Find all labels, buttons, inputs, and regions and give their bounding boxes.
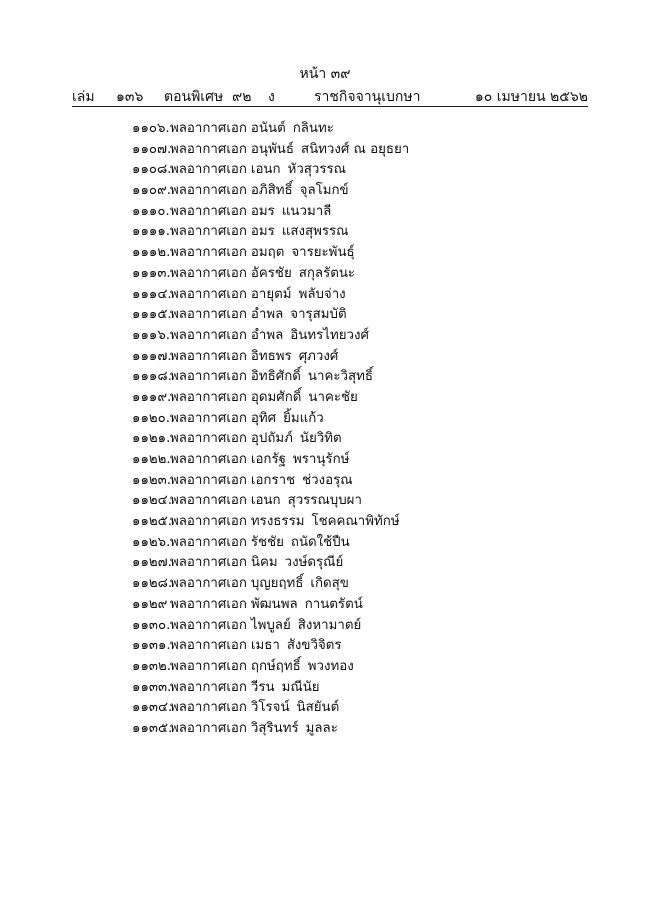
entry-first-name: อุทิศ	[250, 410, 277, 426]
entry-rank: พลอากาศเอก	[170, 596, 247, 612]
entry-number: ๑๑๑๗.	[132, 348, 172, 364]
entry-rank: พลอากาศเอก	[170, 576, 247, 592]
entry-number: ๑๑๒๗.	[132, 555, 172, 571]
list-item	[132, 450, 592, 471]
entry-rank: พลอากาศเอก	[170, 307, 247, 323]
entry-number: ๑๑๑๖.	[132, 327, 170, 343]
list-item	[132, 595, 592, 616]
entry-first-name: วิโรจน์	[250, 700, 290, 716]
list-item	[132, 305, 592, 326]
entry-last-name: สุวรรณบุบผา	[287, 493, 362, 509]
entry-number: ๑๑๓๑.	[132, 638, 171, 654]
entry-rank: พลอากาศเอก	[170, 679, 247, 695]
entry-last-name: พวงทอง	[307, 658, 354, 674]
entry-rank: พลอากาศเอก	[170, 183, 247, 199]
entry-first-name: เอนก	[250, 493, 281, 509]
entry-last-name: ถนัดใช้ปืน	[290, 534, 350, 550]
entry-rank: พลอากาศเอก	[170, 431, 247, 447]
entry-rank: พลอากาศเอก	[170, 410, 247, 426]
entry-last-name: วงษ์ดรุณีย์	[284, 555, 344, 571]
entry-last-name: พรานุรักษ์	[292, 452, 350, 467]
list-item	[132, 140, 592, 161]
list-item	[132, 243, 592, 264]
entry-rank: พลอากาศเอก	[170, 327, 247, 343]
list-item	[132, 512, 592, 533]
entry-number: ๑๑๑๐.	[132, 203, 170, 219]
entry-rank: พลอากาศเอก	[170, 348, 247, 364]
page-number: หน้า ๓๙	[299, 66, 351, 82]
entry-last-name: มณีนัย	[281, 679, 320, 695]
entry-rank: พลอากาศเอก	[170, 224, 247, 240]
entry-rank: พลอากาศเอก	[170, 617, 247, 633]
entry-last-name: นาคะชัย	[308, 389, 358, 405]
volume-number: ๑๓๖	[116, 89, 144, 105]
entry-last-name: สนิทวงศ์ ณ อยุธยา	[300, 141, 410, 157]
list-item	[132, 533, 592, 554]
entry-first-name: ฤกษ์ฤทธิ์	[250, 658, 301, 674]
entry-last-name: จารยะพันธุ์	[291, 245, 355, 261]
list-item	[132, 698, 592, 719]
entry-rank: พลอากาศเอก	[170, 452, 247, 467]
entry-rank: พลอากาศเอก	[170, 720, 247, 736]
list-item	[132, 636, 592, 657]
entry-number: ๑๑๐๘.	[132, 162, 172, 178]
header-divider	[72, 106, 588, 107]
entry-last-name: จารุสมบัติ	[290, 307, 347, 323]
entry-first-name: เอนก	[250, 162, 281, 178]
entry-number: ๑๑๑๕.	[132, 307, 172, 323]
list-item	[132, 719, 592, 740]
entry-rank: พลอากาศเอก	[170, 534, 247, 550]
volume-label: เล่ม	[72, 89, 95, 105]
entry-first-name: บุญยฤทธิ์	[250, 576, 304, 592]
entry-number: ๑๑๒๘.	[132, 576, 173, 592]
list-item	[132, 347, 592, 368]
entry-first-name: เอกราช	[250, 472, 296, 488]
entry-first-name: อมร	[250, 224, 275, 240]
entry-first-name: นิคม	[250, 555, 278, 571]
entry-number: ๑๑๐๗.	[132, 141, 172, 157]
entry-rank: พลอากาศเอก	[170, 141, 247, 157]
entry-number: ๑๑๒๙	[132, 596, 168, 612]
issue-date: ๑๐ เมษายน ๒๕๖๒	[474, 89, 588, 105]
list-item	[132, 471, 592, 492]
list-item	[132, 119, 592, 140]
entry-last-name: เกิดสุข	[310, 576, 349, 592]
list-item	[132, 285, 592, 306]
entry-number: ๑๑๒๐.	[132, 410, 170, 426]
entry-last-name: ช่วงอรุณ	[302, 472, 353, 488]
entry-last-name: โชคคณาพิทักษ์	[311, 514, 400, 530]
entry-number: ๑๑๐๙.	[132, 183, 171, 199]
entry-last-name: จุลโมกข์	[299, 183, 349, 199]
entry-first-name: พัฒนพล	[250, 596, 298, 612]
list-item	[132, 616, 592, 637]
entry-rank: พลอากาศเอก	[170, 121, 247, 136]
entry-first-name: เอกรัฐ	[250, 452, 286, 467]
entry-number: ๑๑๒๖.	[132, 534, 171, 550]
entry-number: ๑๑๑๑.	[132, 224, 170, 240]
entry-rank: พลอากาศเอก	[170, 245, 247, 261]
gazette-title: ราชกิจจานุเบกษา	[314, 89, 421, 105]
entry-first-name: อิทธพร	[250, 348, 292, 364]
entry-first-name: อัครชัย	[250, 265, 292, 281]
entry-rank: พลอากาศเอก	[170, 286, 247, 302]
entry-first-name: อภิสิทธิ์	[250, 183, 293, 199]
list-item	[132, 553, 592, 574]
entry-first-name: อนันต์	[250, 121, 286, 136]
entry-last-name: สังขวิจิตร	[286, 638, 342, 654]
entry-first-name: อำพล	[250, 327, 284, 343]
list-item	[132, 367, 592, 388]
entry-last-name: แนวมาลี	[281, 203, 332, 219]
entry-last-name: อินทรไทยวงศ์	[290, 327, 369, 343]
list-item	[132, 202, 592, 223]
entry-rank: พลอากาศเอก	[170, 638, 247, 654]
list-item	[132, 388, 592, 409]
entry-first-name: อุดมศักดิ์	[250, 389, 302, 405]
entry-number: ๑๑๒๓.	[132, 472, 171, 488]
entry-number: ๑๑๒๑.	[132, 431, 171, 447]
entry-rank: พลอากาศเอก	[170, 700, 247, 716]
section-number: ๙๒	[232, 89, 252, 105]
list-item	[132, 181, 592, 202]
section-label: ตอนพิเศษ	[164, 89, 224, 105]
entry-first-name: อมร	[250, 203, 275, 219]
list-item	[132, 657, 592, 678]
list-item	[132, 264, 592, 285]
entry-first-name: รัชชัย	[250, 534, 284, 550]
gazette-header	[72, 86, 588, 108]
entry-first-name: วิสุรินทร์	[250, 720, 299, 736]
entry-last-name: พลับจ่าง	[298, 286, 346, 302]
entry-last-name: ยิ้มแก้ว	[283, 410, 324, 426]
entry-number: ๑๑๑๒.	[132, 245, 171, 261]
entry-number: ๑๑๑๘.	[132, 369, 172, 385]
entry-first-name: เมธา	[250, 638, 280, 654]
entry-last-name: ศุภวงศ์	[298, 348, 339, 364]
list-item	[132, 409, 592, 430]
entry-first-name: อำพล	[250, 307, 284, 323]
entry-first-name: ไพบูลย์	[250, 617, 291, 633]
section-letter: ง	[268, 89, 275, 105]
entry-first-name: อมฤต	[250, 245, 285, 261]
entry-last-name: แสงสุพรรณ	[281, 224, 349, 240]
entry-first-name: อุปถัมภ์	[250, 431, 293, 447]
entry-rank: พลอากาศเอก	[170, 514, 247, 530]
entry-first-name: อิทธิศักดิ์	[250, 369, 301, 385]
entry-last-name: กานตรัตน์	[304, 596, 363, 612]
list-item	[132, 429, 592, 450]
entry-number: ๑๑๓๐.	[132, 617, 171, 633]
entry-last-name: นาคะวิสุทธิ์	[307, 369, 373, 385]
name-list	[132, 119, 592, 740]
entry-rank: พลอากาศเอก	[170, 658, 247, 674]
entry-last-name: หัวสุวรรณ	[287, 162, 347, 178]
entry-number: ๑๑๐๖.	[132, 121, 170, 136]
entry-number: ๑๑๓๕.	[132, 720, 173, 736]
entry-last-name: สิงหามาตย์	[297, 617, 362, 633]
entry-number: ๑๑๒๒.	[132, 452, 171, 467]
list-item	[132, 574, 592, 595]
entry-last-name: นิสยันต์	[296, 700, 340, 716]
entry-last-name: นัยวิทิต	[299, 431, 342, 447]
entry-number: ๑๑๓๔.	[132, 700, 173, 716]
entry-first-name: ทรงธรรม	[250, 514, 305, 530]
entry-rank: พลอากาศเอก	[170, 265, 247, 281]
entry-number: ๑๑๒๔.	[132, 493, 172, 509]
entry-last-name: มูลละ	[305, 720, 338, 736]
entry-number: ๑๑๓๓.	[132, 679, 172, 695]
entry-number: ๑๑๒๕.	[132, 514, 172, 530]
entry-number: ๑๑๑๔.	[132, 286, 172, 302]
entry-rank: พลอากาศเอก	[170, 203, 247, 219]
entry-rank: พลอากาศเอก	[170, 369, 247, 385]
entry-number: ๑๑๓๒.	[132, 658, 171, 674]
entry-last-name: กลินทะ	[292, 121, 334, 136]
list-item	[132, 491, 592, 512]
entry-first-name: อายุตม์	[250, 286, 292, 302]
entry-last-name: สกุลรัตนะ	[298, 265, 356, 281]
entry-number: ๑๑๑๙.	[132, 389, 172, 405]
entry-first-name: อนุพันธ์	[250, 141, 294, 157]
entry-number: ๑๑๑๓.	[132, 265, 171, 281]
list-item	[132, 678, 592, 699]
list-item	[132, 326, 592, 347]
entry-rank: พลอากาศเอก	[170, 493, 247, 509]
entry-first-name: วีรน	[250, 679, 275, 695]
entry-rank: พลอากาศเอก	[170, 555, 247, 571]
entry-rank: พลอากาศเอก	[170, 472, 247, 488]
list-item	[132, 160, 592, 181]
list-item	[132, 222, 592, 243]
entry-rank: พลอากาศเอก	[170, 162, 247, 178]
entry-rank: พลอากาศเอก	[170, 389, 247, 405]
